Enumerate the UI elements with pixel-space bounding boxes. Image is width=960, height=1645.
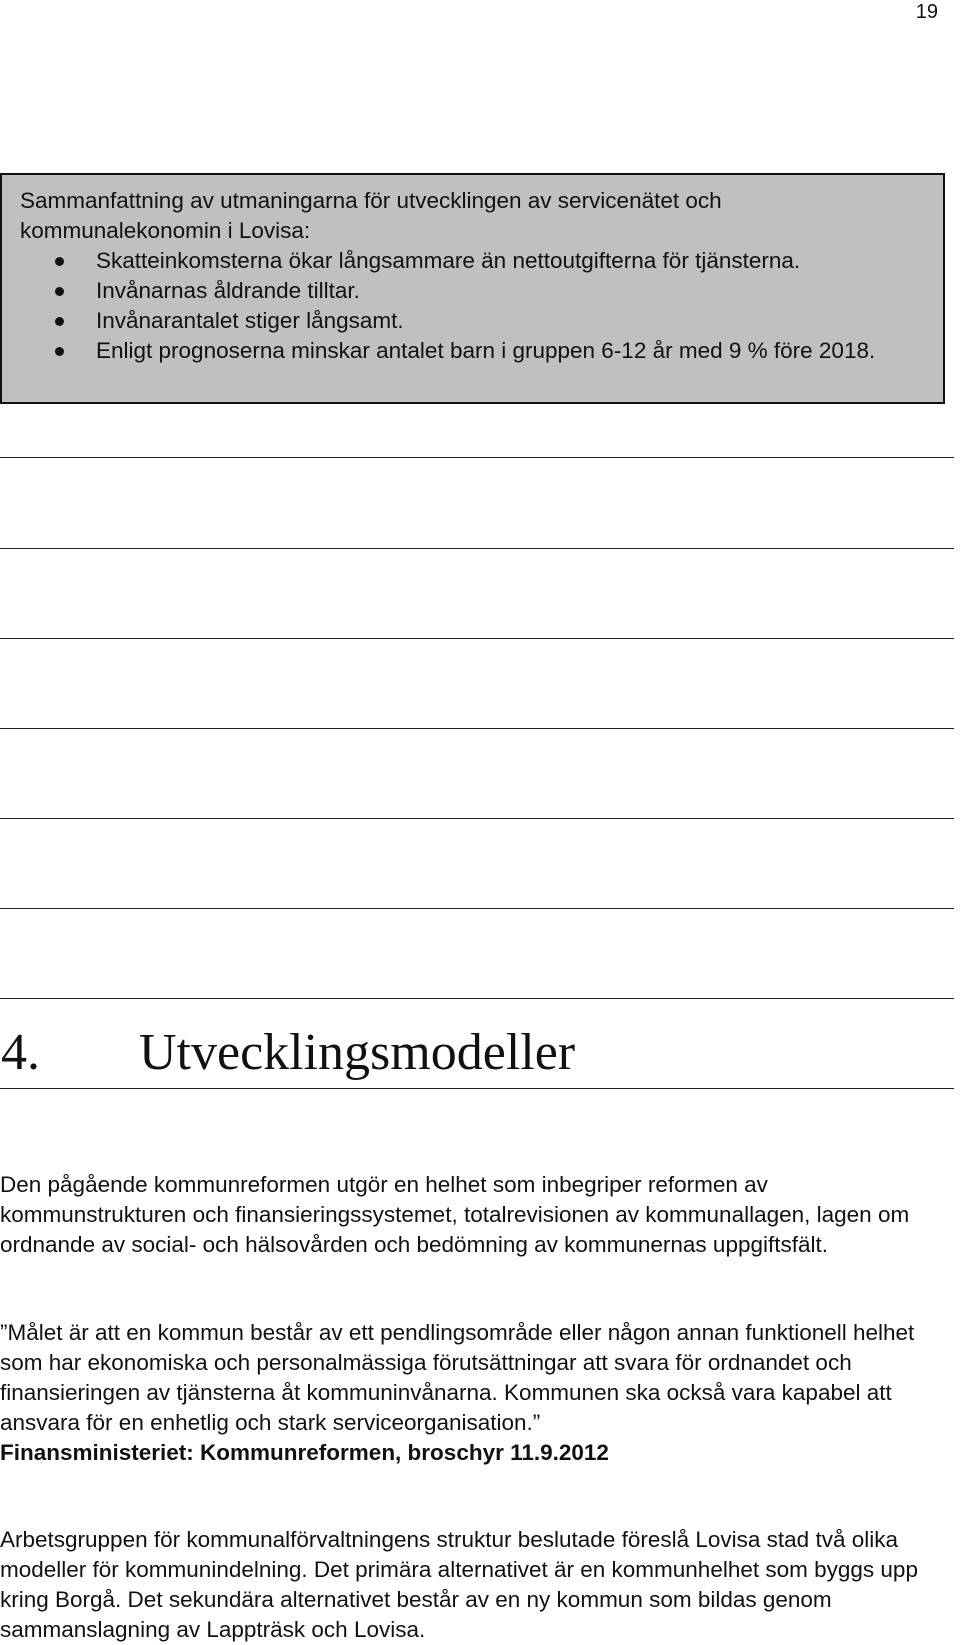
page-number: 19	[915, 1, 938, 23]
quote-source: Finansministeriet: Kommunreformen, broschyr 11.9.2012	[0, 1440, 609, 1465]
summary-item-text: Enligt prognoserna minskar antalet barn i gruppen 6-12 år med 9 % före 2018.	[96, 338, 876, 363]
blank-writing-line	[0, 998, 954, 999]
summary-list-item	[2, 336, 932, 366]
blank-writing-line	[0, 548, 954, 549]
summary-list-item	[2, 246, 932, 276]
summary-list	[2, 246, 932, 366]
bullet-icon	[55, 257, 64, 266]
blank-writing-line	[0, 908, 954, 909]
summary-item-text: Invånarantalet stiger långsamt.	[96, 308, 404, 333]
summary-item-text: Skatteinkomsterna ökar långsammare än nettoutgifterna för tjänsterna.	[96, 248, 801, 273]
chapter-heading	[0, 1018, 954, 1088]
intro-paragraph: Den pågående kommunreformen utgör en helhet som inbegriper reformen av kommunstrukturen och finansieringssystemet, totalrevisionen av kommunallagen, lagen om ordnande av social- och hälsovården och bedömning av kommunernas uppgiftsfält.	[0, 1172, 910, 1257]
bullet-icon	[55, 347, 64, 356]
blank-writing-line	[0, 457, 954, 458]
summary-box	[0, 173, 945, 404]
summary-item-text: Invånarnas åldrande tilltar.	[96, 278, 360, 303]
chapter-title: Utvecklingsmodeller	[139, 1024, 576, 1081]
quote-text: ”Målet är att en kommun består av ett pendlingsområde eller någon annan funktionell helhet som har ekonomiska och personalmässiga förutsättningar att svara för ordnandet och finansieringen av tjänsterna åt kommuninvånarna. Kommunen ska också vara kapabel att ansvara för en enhetlig och stark serviceorganisation.”	[0, 1320, 915, 1435]
chapter-number: 4.	[1, 1024, 40, 1081]
quote-block	[0, 1318, 945, 1468]
summary-intro: Sammanfattning av utmaningarna för utvecklingen av servicenätet och kommunalekonomin i Lovisa:	[20, 188, 722, 243]
blank-writing-line	[0, 818, 954, 819]
heading-rule	[0, 1088, 954, 1089]
summary-list-item	[2, 276, 932, 306]
blank-writing-line	[0, 638, 954, 639]
summary-list-item	[2, 306, 932, 336]
bullet-icon	[55, 317, 64, 326]
bullet-icon	[55, 287, 64, 296]
blank-writing-line	[0, 728, 954, 729]
proposal-paragraph: Arbetsgruppen för kommunalförvaltningens struktur beslutade föreslå Lovisa stad två olika modeller för kommunindelning. Det primära alternativet är en kommunhelhet som byggs upp kring Borgå. Det sekundära alternativet består av en ny kommun som bildas genom sammanslagning av Lappträsk och Lovisa.	[0, 1527, 918, 1642]
